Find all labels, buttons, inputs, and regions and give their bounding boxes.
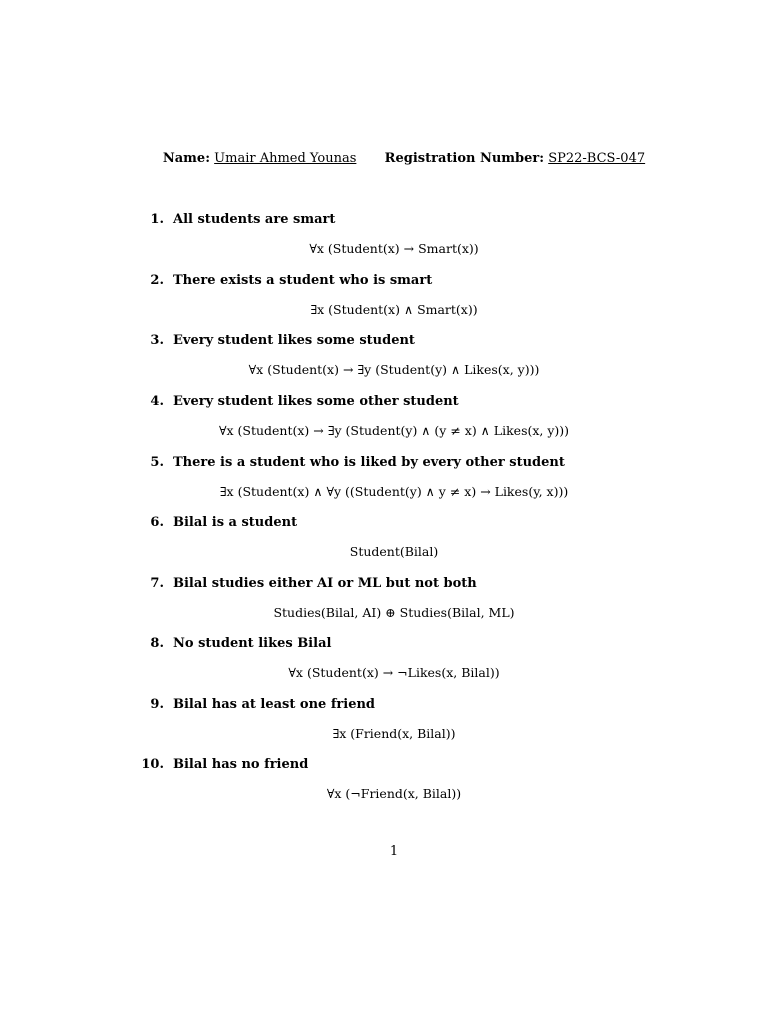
question-statement: Bilal is a student [173,515,298,530]
question-formula: ∀x (Student(x) → ∃y (Student(y) ∧ (y ≠ x) ∧ Likes(x, y))) [218,423,570,438]
question-statement: There exists a student who is smart [173,273,433,288]
name-value: Umair Ahmed Younas [214,151,357,166]
question-statement: Bilal has at least one friend [173,697,376,712]
question-formula: ∃x (Student(x) ∧ Smart(x)) [310,302,478,317]
page-number: 1 [389,844,399,859]
registration-label: Registration Number: [384,151,545,166]
question-number: 6. [150,515,164,530]
question-statement: There is a student who is liked by every other student [173,455,565,470]
question-formula: ∀x (¬Friend(x, Bilal)) [326,786,462,801]
question-formula: ∀x (Student(x) → ∃y (Student(y) ∧ Likes(x, y))) [248,362,540,377]
question-number: 2. [150,273,164,288]
question-number: 10. [141,757,164,772]
question-formula: ∃x (Student(x) ∧ ∀y ((Student(y) ∧ y ≠ x) → Likes(y, x))) [219,484,569,499]
question-formula: ∀x (Student(x) → Smart(x)) [309,241,479,256]
question-statement: Every student likes some student [173,333,415,348]
question-number: 5. [150,455,164,470]
question-number: 8. [150,636,164,651]
question-number: 7. [150,576,164,591]
question-statement: No student likes Bilal [173,636,332,651]
question-formula: ∀x (Student(x) → ¬Likes(x, Bilal)) [288,665,500,680]
header-line [0,150,768,168]
question-number: 3. [150,333,164,348]
question-statement: All students are smart [173,212,336,227]
question-formula: Student(Bilal) [349,544,439,559]
question-number: 1. [150,212,164,227]
question-number: 4. [150,394,164,409]
question-number: 9. [150,697,164,712]
name-label: Name: [162,151,211,166]
question-formula: ∃x (Friend(x, Bilal)) [332,726,456,741]
registration-value: SP22-BCS-047 [548,151,646,166]
question-statement: Every student likes some other student [173,394,459,409]
question-statement: Bilal has no friend [173,757,309,772]
question-statement: Bilal studies either AI or ML but not both [173,576,477,591]
question-formula: Studies(Bilal, AI) ⊕ Studies(Bilal, ML) [273,605,515,620]
